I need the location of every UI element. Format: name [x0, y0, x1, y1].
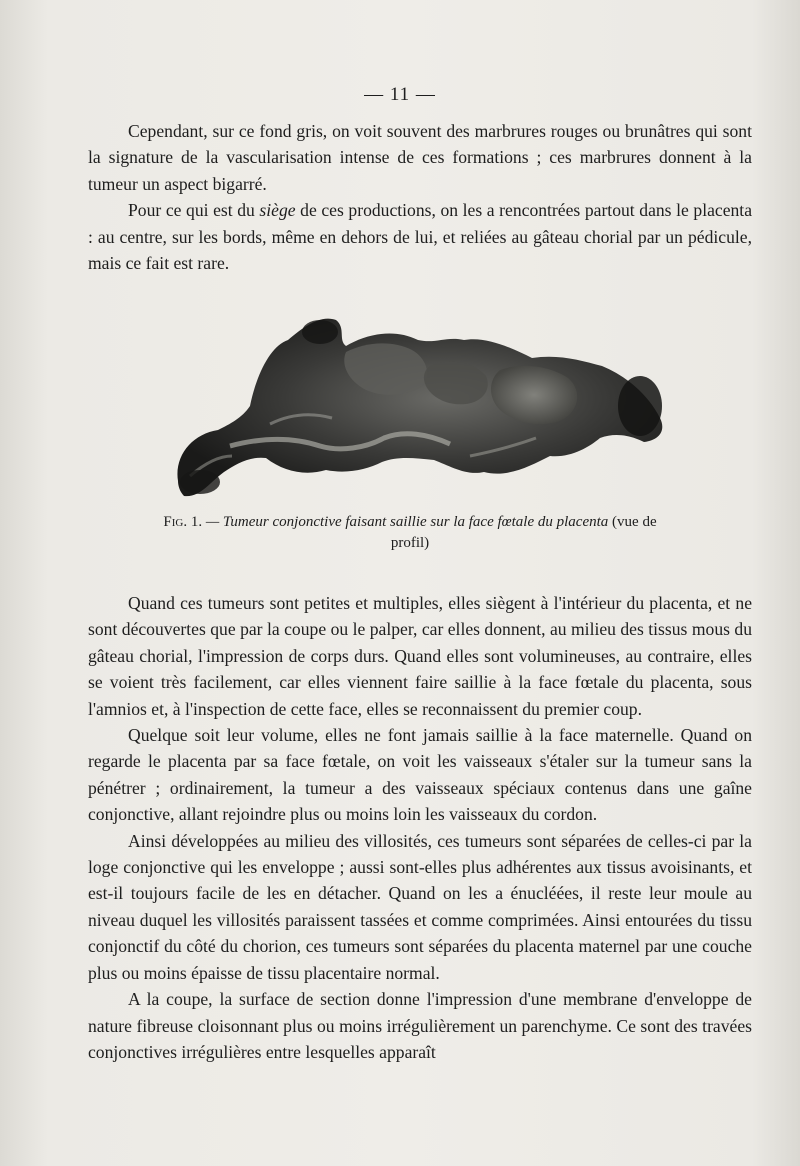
tumor-mass — [177, 319, 662, 497]
figure-caption — [150, 512, 670, 554]
text-block-top — [88, 118, 752, 276]
tumor-dark-end — [302, 320, 338, 344]
tumor-photo-illustration — [170, 306, 670, 502]
figure-label: Fig. 1. — [163, 514, 203, 530]
paragraph: Quand ces tumeurs sont petites et multiples, elles siègent à l'intérieur du placenta, et ne sont découvertes que par la coupe ou le palper, car elles donnent, au milieu des tissus mous du gâteau chorial, l'impression de corps durs. Quand elles sont volumineuses, au contraire, elles se voient très facilement, car elles viennent faire saillie à la face fœtale du placenta, sous l'amnios et, à l'inspection de cette face, elles se reconnaissent du premier coup. — [88, 593, 752, 719]
paragraph: Cependant, sur ce fond gris, on voit souvent des marbrures rouges ou brunâtres qui sont la signature de la vascularisation intense de ces formations ; ces marbrures donnent à la tumeur un aspect bigarré. — [88, 121, 752, 194]
paragraph: Ainsi développées au milieu des villosités, ces tumeurs sont séparées de celles-ci par la loge conjonctive qui les enveloppe ; aussi sont-elles plus adhérentes aux tissus avoisinants, et est-il toujours facile de les en détacher. Quand on les a énucléées, il reste leur moule au niveau duquel les villosités paraissent tassées et comme comprimées. Ainsi entourées du tissu conjonctif du côté du chorion, ces tumeurs sont séparées du placenta maternel par une couche plus ou moins épaisse de tissu placentaire normal. — [88, 830, 752, 983]
tumor-dark-end — [180, 470, 220, 494]
paragraph — [88, 197, 752, 276]
text-block-bottom — [88, 590, 752, 1065]
figure-caption-normal: (vue de profil) — [390, 514, 657, 551]
paragraph-text: Pour ce qui est du — [128, 200, 260, 221]
figure-photo — [170, 306, 670, 502]
paragraph: A la coupe, la surface de section donne l'impression d'une membrane d'enveloppe de nature fibreuse cloisonnant plus ou moins irrégulièrement un parenchyme. Ce sont des travées conjonctives irrégulières entre lesquelles apparaît — [88, 989, 752, 1062]
figure-caption-italic: — Tumeur conjonctive faisant saillie sur la face fœtale du placenta — [205, 514, 609, 530]
page-number: — 11 — — [364, 84, 436, 105]
tumor-dark-end — [618, 376, 662, 436]
paragraph-text: de ces productions, on les a rencontrées partout dans le placenta : au centre, sur les bords, même en dehors de lui, et reliées au gâteau chorial par un pédicule, mais ce fait est rare. — [88, 200, 752, 274]
emphasis-text: siège — [259, 200, 296, 221]
paragraph: Quelque soit leur volume, elles ne font jamais saillie à la face maternelle. Quand on regarde le placenta par sa face fœtale, on voit les vaisseaux s'étaler sur la tumeur sans la pénétrer ; ordinairement, la tumeur a des vaisseaux spéciaux contenus dans une gaîne conjonctive, allant rejoindre plus ou moins loin les vaisseaux du cordon. — [88, 725, 752, 825]
